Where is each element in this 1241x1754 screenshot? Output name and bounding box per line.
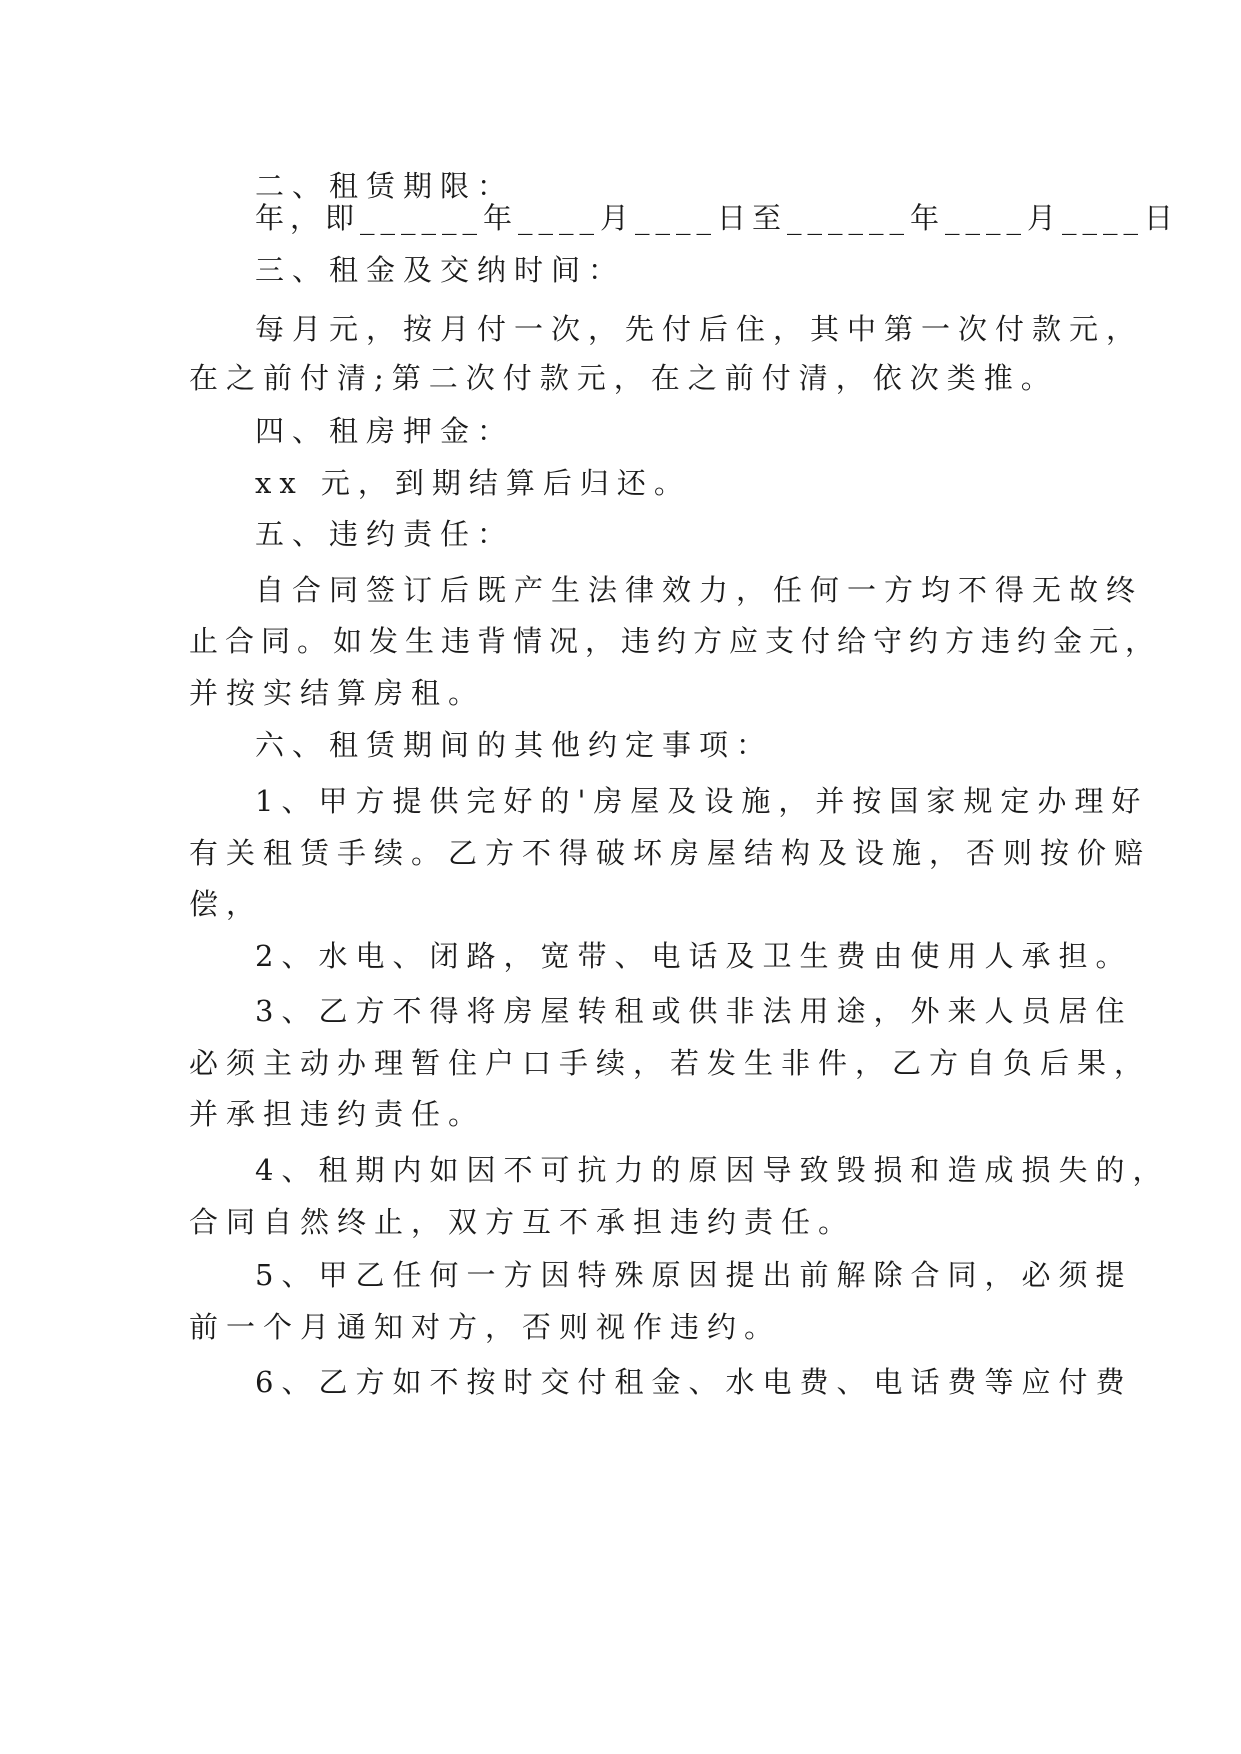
paragraph-line: 必须主动办理暂住户口手续，若发生非件，乙方自负后果， [189, 1046, 1152, 1080]
clause-6-line: 6、乙方如不按时交付租金、水电费、电话费等应付费 [255, 1365, 1133, 1399]
paragraph-line: 有关租赁手续。乙方不得破坏房屋结构及设施，否则按价赔 [189, 836, 1152, 870]
paragraph-line: 每月元，按月付一次，先付后住，其中第一次付款元， [255, 312, 1144, 346]
section-2-heading: 二、租赁期限： [255, 169, 515, 203]
section-4-heading: 四、租房押金： [255, 414, 515, 448]
clause-3-line: 3、乙方不得将房屋转租或供非法用途，外来人员居住 [255, 994, 1133, 1028]
paragraph-line: 偿， [189, 887, 264, 921]
paragraph-line: 自合同签订后既产生法律效力，任何一方均不得无故终 [255, 573, 1144, 607]
section-5-heading: 五、违约责任： [255, 517, 515, 551]
paragraph-line: 合同自然终止，双方互不承担违约责任。 [189, 1205, 856, 1239]
paragraph-line: 在之前付清;第二次付款元，在之前付清，依次类推。 [189, 361, 1058, 395]
clause-5-line: 5、甲乙任何一方因特殊原因提出前解除合同，必须提 [255, 1258, 1133, 1292]
clause-2-line: 2、水电、闭路，宽带、电话及卫生费由使用人承担。 [255, 939, 1133, 973]
lease-term-line: 年，即______年____月____日至______年____月____日 [255, 201, 1180, 235]
clause-4-line: 4、租期内如因不可抗力的原因导致毁损和造成损失的， [255, 1153, 1170, 1187]
section-3-heading: 三、租金及交纳时间： [255, 253, 626, 287]
paragraph-line: xx 元，到期结算后归还。 [255, 466, 691, 500]
section-6-heading: 六、租赁期间的其他约定事项： [255, 728, 774, 762]
clause-1-line: 1、甲方提供完好的'房屋及设施，并按国家规定办理好 [255, 784, 1149, 818]
paragraph-line: 前一个月通知对方，否则视作违约。 [189, 1310, 782, 1344]
paragraph-line: 止合同。如发生违背情况，违约方应支付给守约方违约金元， [189, 624, 1162, 658]
paragraph-line: 并承担违约责任。 [189, 1097, 486, 1131]
paragraph-line: 并按实结算房租。 [189, 676, 486, 710]
